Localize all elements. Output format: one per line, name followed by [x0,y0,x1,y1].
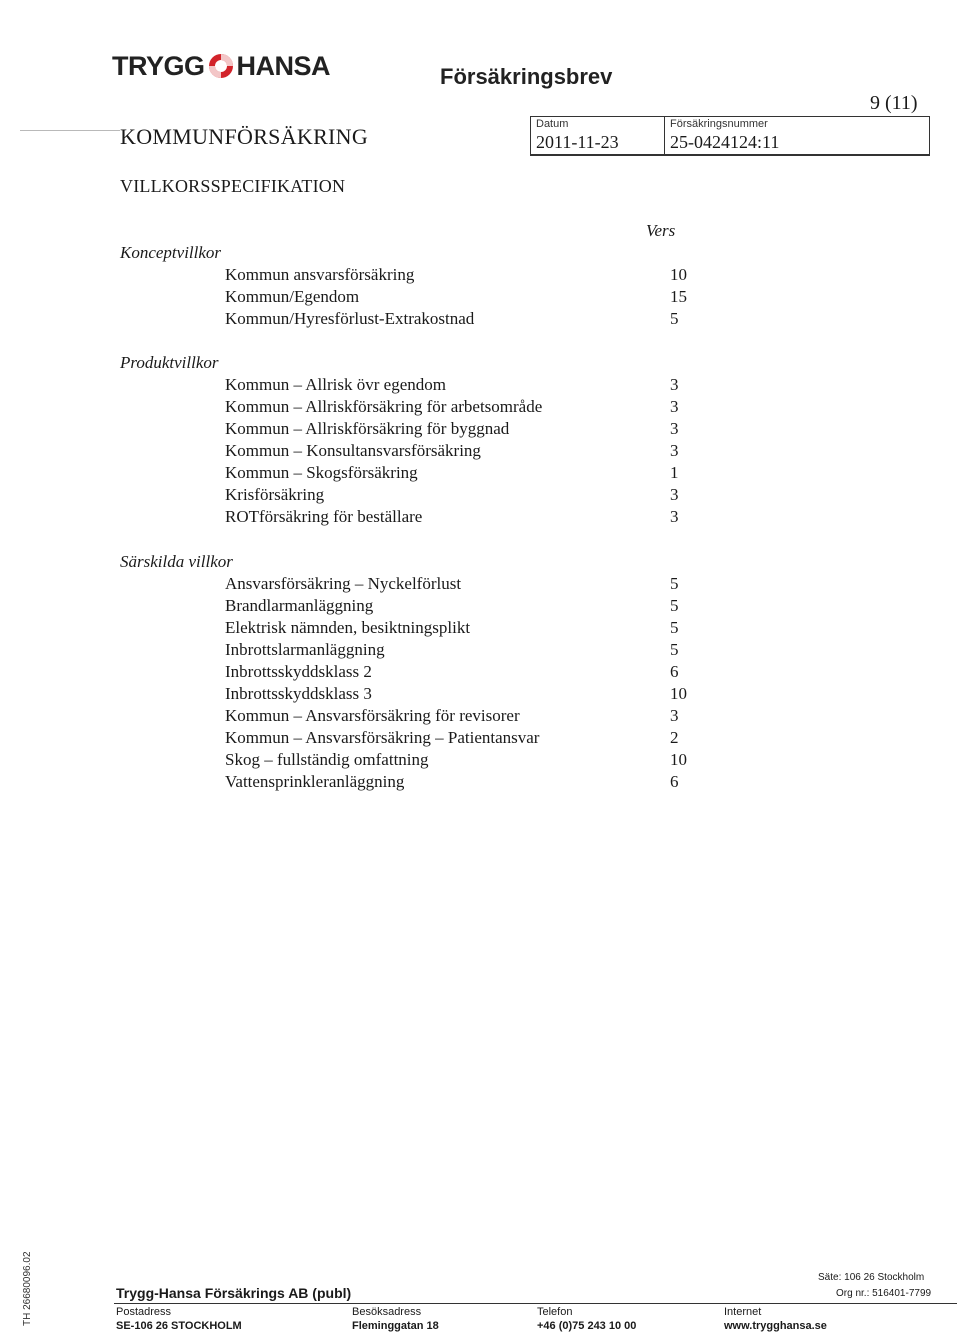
web-value: www.trygghansa.se [724,1320,827,1332]
version-number: 5 [670,596,679,615]
list-item: ROTförsäkring för beställare [225,507,423,526]
version-number: 6 [670,772,679,791]
list-item: Krisförsäkring [225,485,325,504]
version-number: 10 [670,265,687,284]
version-number: 5 [670,309,679,328]
version-number: 10 [670,684,687,703]
title-rule [20,130,120,131]
company-name: Trygg-Hansa Försäkrings AB (publ) [116,1285,352,1301]
policy-number-value: 25-0424124:11 [670,132,780,152]
page-number: 9 (11) [870,92,918,114]
version-number: 3 [670,375,679,394]
policy-number-field [664,116,930,155]
version-number: 3 [670,706,679,725]
list-item: Elektrisk nämnden, besiktningsplikt [225,618,471,637]
list-item: Ansvarsförsäkring – Nyckelförlust [225,574,462,593]
version-number: 15 [670,287,687,306]
version-number: 3 [670,397,679,416]
list-item: Kommun – Allriskförsäkring för byggnad [225,419,510,438]
document-type: Försäkringsbrev [440,64,613,89]
phone-label: Telefon [537,1306,573,1318]
list-item: Kommun/Egendom [225,287,360,306]
version-column-header: Vers [646,221,676,240]
version-number: 3 [670,419,679,438]
list-item: Inbrottslarmanläggning [225,640,385,659]
list-item: Kommun – Ansvarsförsäkring – Patientansvar [225,728,540,747]
list-item: Kommun – Skogsförsäkring [225,463,418,482]
section-title: VILLKORSSPECIFIKATION [120,176,346,196]
group-title-konceptvillkor: Konceptvillkor [120,243,222,262]
date-field [530,116,665,155]
footer-divider [114,1303,957,1304]
version-number: 3 [670,507,679,526]
date-label: Datum [536,118,569,130]
version-number: 5 [670,574,679,593]
group-title-sarskilda-villkor: Särskilda villkor [120,552,233,571]
version-number: 5 [670,640,679,659]
postal-address-value: SE-106 26 STOCKHOLM [116,1320,242,1332]
logo-text-left: TRYGG [112,50,205,81]
header-divider [530,154,930,156]
policy-number-label: Försäkringsnummer [670,118,768,130]
list-item: Brandlarmanläggning [225,596,374,615]
page-title: KOMMUNFÖRSÄKRING [120,124,369,149]
logo-text-right: HANSA [236,50,331,81]
list-item: Kommun – Ansvarsförsäkring för revisorer [225,706,520,725]
version-number: 3 [670,485,679,504]
phone-value: +46 (0)75 243 10 00 [537,1320,637,1332]
postal-address-label: Postadress [116,1306,172,1318]
form-code: TH 26680096.02 [22,1251,33,1326]
date-value: 2011-11-23 [536,132,619,152]
company-logo [112,48,330,84]
version-number: 3 [670,441,679,460]
list-item: Inbrottsskyddsklass 3 [225,684,372,703]
list-item: Kommun – Konsultansvarsförsäkring [225,441,481,460]
company-seat: Säte: 106 26 Stockholm [818,1272,925,1283]
org-number: Org nr.: 516401-7799 [836,1288,932,1299]
version-number: 10 [670,750,687,769]
version-number: 5 [670,618,679,637]
web-label: Internet [724,1306,762,1318]
group-title-produktvillkor: Produktvillkor [120,353,219,372]
lifebuoy-icon [207,52,235,80]
list-item: Skog – fullständig omfattning [225,750,429,769]
list-item: Inbrottsskyddsklass 2 [225,662,372,681]
list-item: Kommun – Allriskförsäkring för arbetsområde [225,397,543,416]
version-number: 1 [670,463,679,482]
visit-address-value: Fleminggatan 18 [352,1320,439,1332]
list-item: Kommun – Allrisk övr egendom [225,375,446,394]
version-number: 2 [670,728,679,747]
list-item: Kommun/Hyresförlust-Extrakostnad [225,309,475,328]
list-item: Vattensprinkleranläggning [225,772,405,791]
visit-address-label: Besöksadress [352,1306,422,1318]
list-item: Kommun ansvarsförsäkring [225,265,415,284]
version-number: 6 [670,662,679,681]
